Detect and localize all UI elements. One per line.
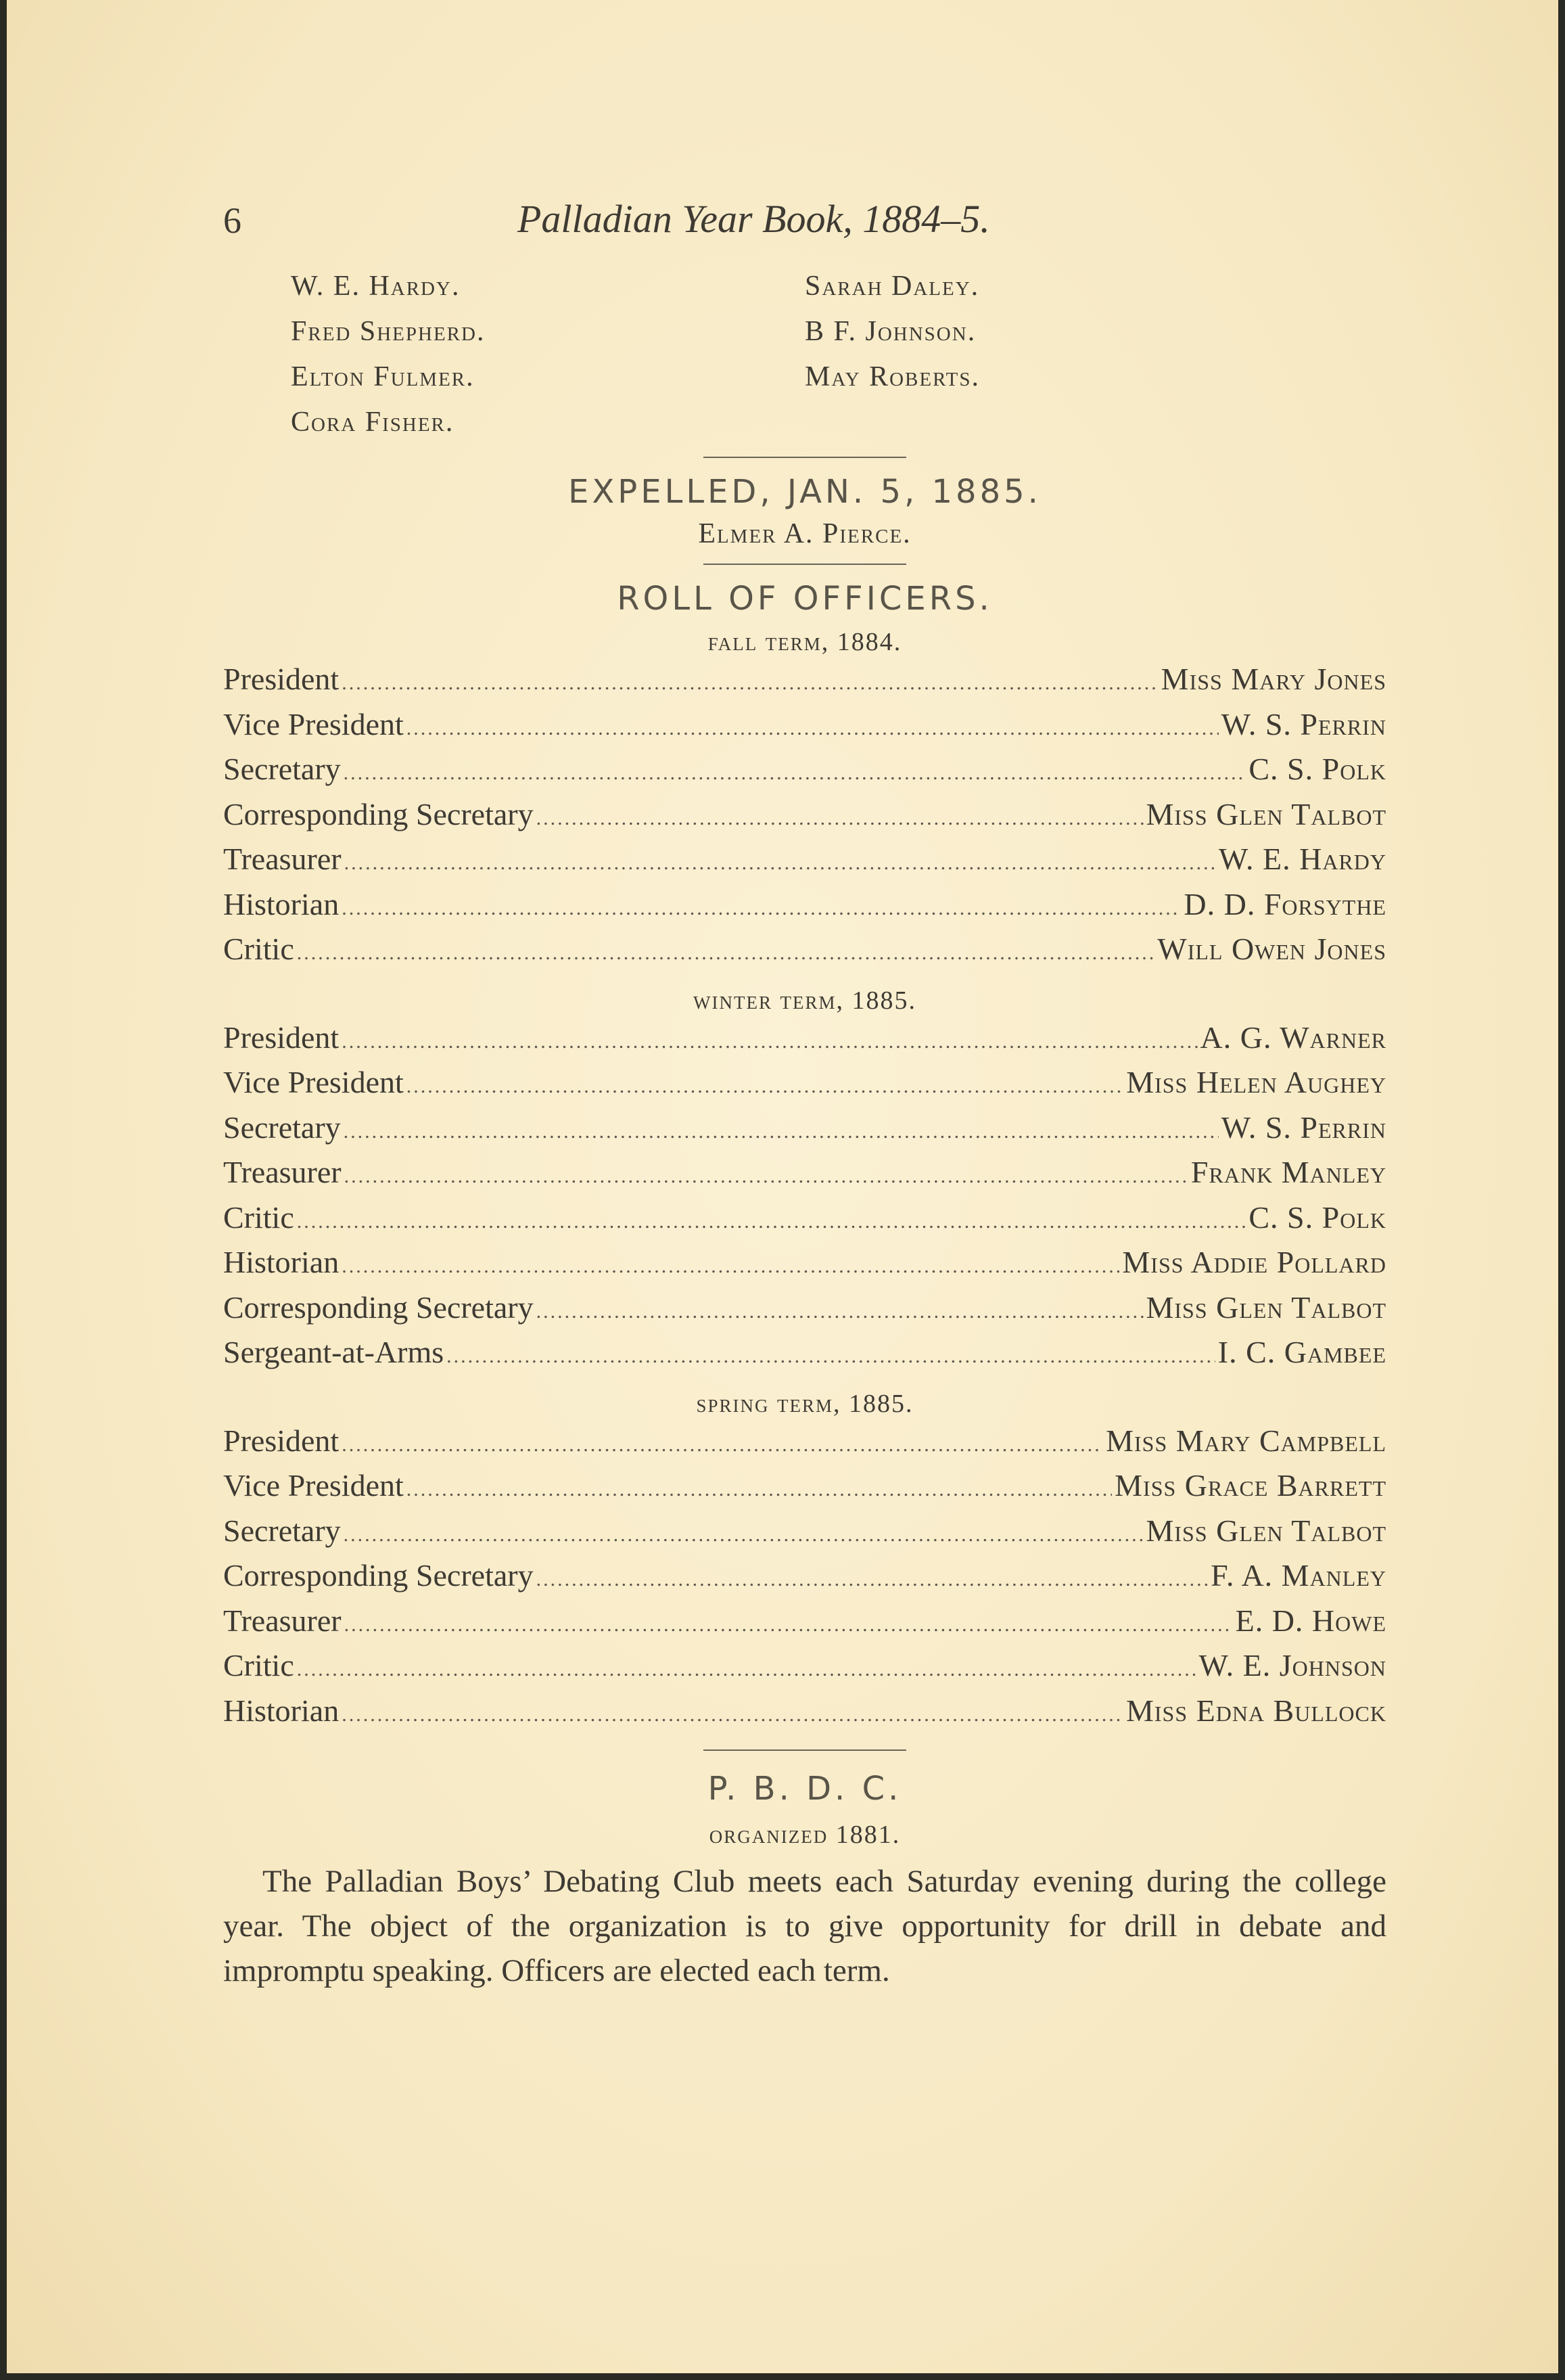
officer-holder: A. G. Warner xyxy=(1200,1020,1386,1055)
officer-row xyxy=(223,1109,1386,1155)
officer-row xyxy=(223,1423,1386,1468)
officer-role: President xyxy=(223,662,340,696)
dot-leader xyxy=(446,1345,1215,1368)
member-name: May Roberts. xyxy=(805,361,981,392)
officer-holder: Miss Mary Jones xyxy=(1161,662,1386,696)
member-name: Fred Shepherd. xyxy=(291,316,486,347)
dot-leader xyxy=(536,1568,1209,1591)
officer-row xyxy=(223,1557,1386,1603)
officer-row xyxy=(223,886,1386,932)
officer-row xyxy=(223,1244,1386,1289)
officer-holder: Miss Edna Bullock xyxy=(1125,1693,1386,1728)
dot-leader xyxy=(297,1658,1196,1681)
officer-row xyxy=(223,661,1386,706)
dot-leader xyxy=(536,807,1144,830)
member-name: Sarah Daley. xyxy=(805,271,980,302)
officer-holder: W. S. Perrin xyxy=(1221,706,1386,741)
term-heading: winter term, 1885. xyxy=(693,986,916,1015)
member-name: W. E. Hardy. xyxy=(291,271,461,302)
officer-row xyxy=(223,1603,1386,1648)
pbdc-subheading: organized 1881. xyxy=(709,1821,901,1849)
officer-role: Corresponding Secretary xyxy=(223,1558,534,1593)
officer-holder: Miss Addie Pollard xyxy=(1122,1245,1386,1279)
member-name: Cora Fisher. xyxy=(291,407,454,438)
officer-role: Secretary xyxy=(223,1109,341,1145)
officer-holder: I. C. Gambee xyxy=(1217,1335,1386,1369)
dot-leader xyxy=(342,672,1158,695)
officer-holder: Miss Grace Barrett xyxy=(1115,1468,1386,1503)
officer-role: Vice President xyxy=(223,1468,404,1503)
officer-row xyxy=(223,1513,1386,1558)
roll-heading: ROLL OF OFFICERS. xyxy=(617,580,993,618)
officer-holder: C. S. Polk xyxy=(1248,752,1386,786)
officer-holder: Frank Manley xyxy=(1190,1155,1386,1189)
dot-leader xyxy=(344,1524,1144,1547)
officer-role: Historian xyxy=(223,1245,340,1279)
officer-terms xyxy=(223,627,1386,1737)
page-number: 6 xyxy=(223,200,241,241)
pbdc-heading: P. B. D. C. xyxy=(707,1770,902,1808)
officer-role: Secretary xyxy=(223,752,341,786)
officer-holder: F. A. Manley xyxy=(1211,1558,1386,1593)
running-head xyxy=(223,193,1386,247)
running-title: Palladian Year Book, 1884–5. xyxy=(517,197,990,241)
officer-role: Vice President xyxy=(223,1065,404,1099)
officer-holder: Miss Glen Talbot xyxy=(1146,1513,1386,1548)
officer-holder: E. D. Howe xyxy=(1235,1603,1386,1638)
officer-role: Critic xyxy=(223,1199,294,1235)
member-column-left xyxy=(291,264,485,445)
officer-row xyxy=(223,1199,1386,1245)
officer-row xyxy=(223,796,1386,842)
officer-role: Vice President xyxy=(223,706,404,741)
officer-holder: Will Owen Jones xyxy=(1157,932,1386,966)
dot-leader xyxy=(344,762,1246,785)
officer-role: Corresponding Secretary xyxy=(223,1289,534,1325)
officer-holder: C. S. Polk xyxy=(1248,1199,1386,1235)
dot-leader xyxy=(406,1075,1123,1098)
dot-leader xyxy=(344,1165,1188,1188)
member-column-right xyxy=(805,264,980,400)
pbdc-paragraph: The Palladian Boys’ Debating Club meets each Saturday evening during the college year. The object of the organization is to give opportunity for drill in debate and impromptu speaking. Officers are elected each term. xyxy=(223,1864,1386,1988)
officer-role: Critic xyxy=(223,932,294,966)
officer-role: Treasurer xyxy=(223,1603,342,1638)
officer-holder: Miss Glen Talbot xyxy=(1146,796,1386,831)
dot-leader xyxy=(342,1255,1119,1278)
member-name: B F. Johnson. xyxy=(805,316,977,347)
page-content xyxy=(223,193,1386,1993)
officer-row xyxy=(223,1693,1386,1738)
officer-role: Historian xyxy=(223,886,340,921)
dot-leader xyxy=(344,1120,1219,1143)
officer-holder: W. S. Perrin xyxy=(1221,1109,1386,1145)
dot-leader xyxy=(406,717,1219,740)
book-page xyxy=(7,0,1558,2373)
divider xyxy=(703,1749,906,1751)
officer-role: Critic xyxy=(223,1648,294,1683)
officer-role: Secretary xyxy=(223,1513,341,1548)
officer-row xyxy=(223,931,1386,976)
dot-leader xyxy=(406,1478,1112,1501)
member-name: Elton Fulmer. xyxy=(291,361,475,392)
dot-leader xyxy=(536,1300,1144,1323)
divider xyxy=(703,457,906,458)
member-names xyxy=(223,264,1386,443)
dot-leader xyxy=(342,1703,1123,1726)
dot-leader xyxy=(342,1434,1103,1457)
officer-holder: W. E. Johnson xyxy=(1198,1648,1386,1683)
dot-leader xyxy=(344,1614,1233,1637)
expelled-heading: EXPELLED, JAN. 5, 1885. xyxy=(568,473,1042,511)
officer-holder: Miss Helen Aughey xyxy=(1126,1065,1386,1099)
officer-role: Sergeant-at-Arms xyxy=(223,1335,444,1369)
officer-row xyxy=(223,841,1386,886)
officer-role: Treasurer xyxy=(223,1155,342,1189)
dot-leader xyxy=(342,1030,1197,1053)
officer-row xyxy=(223,1289,1386,1335)
dot-leader xyxy=(342,897,1181,920)
term-heading: fall term, 1884. xyxy=(707,628,902,656)
term-heading: spring term, 1885. xyxy=(696,1389,914,1418)
officer-role: President xyxy=(223,1423,340,1458)
officer-row xyxy=(223,1020,1386,1065)
officer-holder: Miss Glen Talbot xyxy=(1146,1289,1386,1325)
officer-holder: Miss Mary Campbell xyxy=(1106,1423,1386,1458)
officer-row xyxy=(223,1334,1386,1379)
officer-row xyxy=(223,1064,1386,1109)
officer-row xyxy=(223,751,1386,796)
divider xyxy=(703,564,906,565)
officer-role: Treasurer xyxy=(223,842,342,876)
dot-leader xyxy=(297,1210,1246,1233)
officer-role: President xyxy=(223,1020,340,1055)
officer-holder: W. E. Hardy xyxy=(1218,842,1386,876)
officer-role: Historian xyxy=(223,1693,340,1728)
officer-holder: D. D. Forsythe xyxy=(1184,886,1386,921)
dot-leader xyxy=(344,852,1216,875)
officer-role: Corresponding Secretary xyxy=(223,796,534,831)
officer-row xyxy=(223,1154,1386,1199)
dot-leader xyxy=(297,942,1155,965)
expelled-name: Elmer A. Pierce. xyxy=(698,518,912,549)
officer-row xyxy=(223,1647,1386,1693)
officer-row xyxy=(223,706,1386,752)
officer-row xyxy=(223,1467,1386,1513)
